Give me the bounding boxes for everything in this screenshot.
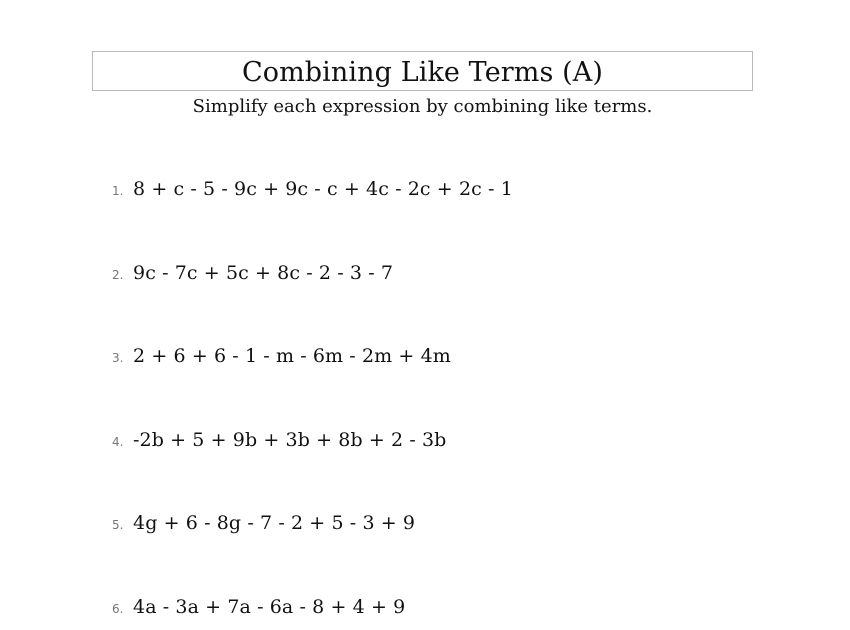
- problem-item: [112, 345, 451, 367]
- problem-expression: 4g + 6 - 8g - 7 - 2 + 5 - 3 + 9: [133, 512, 416, 534]
- problem-expression: 9c - 7c + 5c + 8c - 2 - 3 - 7: [133, 262, 394, 284]
- problem-number: 4.: [112, 435, 124, 449]
- problem-number: 6.: [112, 602, 124, 616]
- problem-item: [112, 178, 513, 200]
- problem-number: 5.: [112, 518, 124, 532]
- problem-number: 3.: [112, 351, 124, 365]
- problem-number: 1.: [112, 184, 124, 198]
- problem-item: [112, 512, 415, 534]
- problem-expression: 2 + 6 + 6 - 1 - m - 6m - 2m + 4m: [133, 345, 451, 367]
- problem-expression: 4a - 3a + 7a - 6a - 8 + 4 + 9: [133, 596, 406, 618]
- problem-expression: -2b + 5 + 9b + 3b + 8b + 2 - 3b: [133, 429, 447, 451]
- problem-expression: 8 + c - 5 - 9c + 9c - c + 4c - 2c + 2c - 1: [133, 178, 513, 200]
- problem-number: 2.: [112, 268, 124, 282]
- instructions: Simplify each expression by combining like terms.: [192, 96, 653, 117]
- problem-item: [112, 429, 446, 451]
- problem-item: [112, 596, 405, 618]
- worksheet-title: Combining Like Terms (A): [241, 56, 603, 88]
- problem-item: [112, 262, 393, 284]
